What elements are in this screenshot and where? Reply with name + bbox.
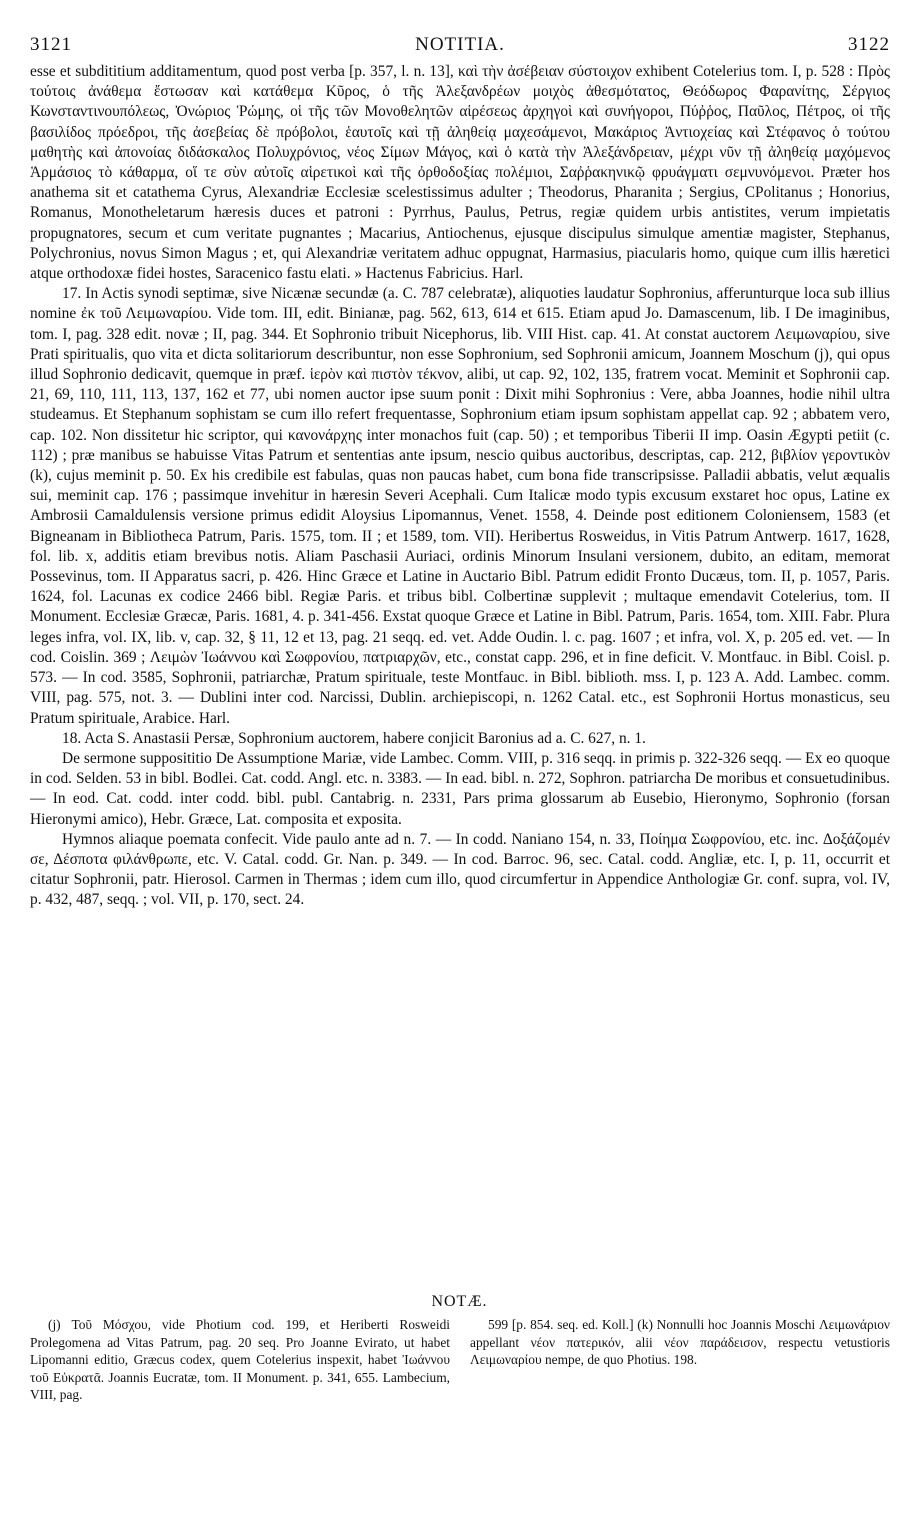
page-number-left: 3121 — [30, 34, 72, 55]
main-text — [30, 62, 890, 911]
footnote-k: 599 [p. 854. seq. ed. Koll.] (k) Nonnulli hoc Joannis Moschi Λειμωνάριον appellant νέον πατερικόν, alii νέον παράδεισον, respectu vetustioris Λειμωναρίου nempe, de quo Photius. 198. — [470, 1317, 890, 1367]
page-header — [30, 34, 890, 60]
paragraph-hymnos: Hymnos aliaque poemata confecit. Vide paulo ante ad n. 7. — In codd. Naniano 154, n. 33, Ποίημα Σωφρονίου, etc. inc. Δοξάζομέν σε, Δέσποτα φιλάνθρωπε, etc. V. Catal. codd. Gr. Nan. p. 349. — In cod. Barroc. 96, sec. Catal. codd. Angliæ, etc. I, p. 11, occurrit et citatur Sophronii, patr. Hierosol. Carmen in Thermas ; idem cum illo, quod circumfertur in Appendice Anthologiæ Gr. conf. supra, vol. IV, p. 432, 487, seqq. ; vol. VII, p. 170, sect. 24. — [30, 830, 890, 909]
footnote-column-right — [470, 1316, 890, 1369]
notes-heading: NOTÆ. — [431, 1293, 488, 1310]
running-title: NOTITIA. — [415, 34, 505, 55]
footnote-j: (j) Τοῦ Μόσχου, vide Photium cod. 199, et Heriberti Rosweidi Prolegomena ad Vitas Patrum, pag. 20 seq. Pro Joanne Evirato, ut habet Lipomanni editio, Græcus codex, quem Cotelerius inspexit, habet Ἰωάννου τοῦ Εὐκρατᾶ. Joannis Eucratæ, tom. II Monument. p. 341, 655. Lambecium, VIII, pag. — [30, 1317, 450, 1402]
paragraph-assumptione: De sermone supposititio De Assumptione Mariæ, vide Lambec. Comm. VIII, p. 316 seqq. in primis p. 322-326 seqq. — Ex eo quoque in cod. Selden. 53 in bibl. Bodlei. Cat. codd. Angl. etc. n. 3383. — In ead. bibl. n. 272, Sophron. patriarcha De moribus et consuetudinibus. — In eod. Cat. codd. inter codd. bibl. publ. Cantabrig. n. 2331, Pars prima glossarum ab Eusebio, Hieronymo, Sophronio (forsan Hieronymi amico), Hebr. Græce, Lat. composita et exposita. — [30, 749, 890, 828]
paragraph-18: 18. Acta S. Anastasii Persæ, Sophronium auctorem, habere conjicit Baronius ad a. C. 627, n. 1. — [62, 729, 646, 747]
page-number-right: 3122 — [848, 34, 890, 55]
paragraph-continuation: esse et subdititium additamentum, quod post verba [p. 357, l. n. 13], καὶ τὴν ἀσέβειαν σύστοιχον exhibent Cotelerius tom. I, p. 528 : Πρὸς τούτοις ἀνάθεμα ἔστωσαν καὶ κατάθεμα Κῦρος, ὁ τῆς Ἀλεξανδρέων μοιχὸς ἀθεσμότατος, Θεόδωρος Φαρανίτης, Σέργιος Κωνσταντινουπόλεως, Ὀνώριος Ῥώμης, οἱ τῆς τῶν Μονοθελητῶν αἱρέσεως ἀρχηγοὶ καὶ συνήγοροι, Πύῤῥος, Παῦλος, Πέτρος, οἱ τῆς βασιλίδος πρόεδροι, τῆς ἀσεβείας δὲ πρόβολοι, ἑαυτοῖς καὶ τῇ ἀληθείᾳ μαχεσάμενοι, Μακάριος Ἀντιοχείας καὶ Στέφανος ὁ τούτου μαθητὴς καὶ ἀπονοίας διδάσκαλος Πολυχρόνιος, νέος Σίμων Μάγος, καὶ ὁ κατὰ τὴν Ἀλεξάνδρειαν, μέχρι νῦν τῇ ἀληθείᾳ μαχόμενος Ἁρμάσιος τὸ κάθαρμα, οἵ τε σὺν αὐτοῖς αἱρετικοὶ καὶ τῆς ὀρθοδοξίας πολέμιοι, Σαῤῥακηνικῷ φρυάγματι σεμνυνόμενοι. Præter hos anathema sit et catathema Cyrus, Alexandriæ Ecclesiæ scelestissimus adulter ; Theodorus, Pharanita ; Sergius, CPolitanus ; Honorius, Romanus, Monotheletarum hæresis duces et patroni : Pyrrhus, Paulus, Petrus, regiæ quidem urbis antistites, verum impietatis propugnatores, secum et cum veritate pugnantes ; Macarius, Antiochenus, ejusque discipulus simulque amentiæ magister, Stephanus, Polychronius, novus Simon Magus ; et, qui Alexandriæ veritatem adhuc oppugnat, Harmasius, piacularis homo, quique cum illis hæretici atque orthodoxæ fidei hostes, Saracenico fastu elati. » Hactenus Fabricius. Harl. — [30, 63, 890, 283]
footnote-column-left — [30, 1316, 450, 1404]
paragraph-17: 17. In Actis synodi septimæ, sive Nicænæ secundæ (a. C. 787 celebratæ), aliquoties laudatur Sophronius, afferunturque loca sub illius nomine ἐκ τοῦ Λειμωναρίου. Vide tom. III, edit. Binianæ, pag. 562, 613, 614 et 615. Etiam apud Jo. Damascenum, lib. I De imaginibus, tom. I, pag. 328 edit. novæ ; II, pag. 344. Et Sophronio tribuit Nicephorus, lib. VIII Hist. cap. 41. At constat auctorem Λειμωναρίου, sive Prati spiritualis, quo vita et dicta solitariorum describuntur, non esse Sophronium, sed Sophronii amicum, Joannem Moschum (j), qui opus illud Sophronio dedicavit, quemque in præf. ἱερὸν καὶ πιστὸν τέκνον, alibi, ut cap. 92, 102, 135, fratrem vocat. Meminit et Sophronii cap. 21, 69, 110, 111, 113, 137, 162 et 77, ubi nomen auctor ipse suum ponit : Dixit mihi Sophronius : Vere, abba Joannes, hodie nihil ultra studeamus. Et Stephanum sophistam se cum illo refert frequentasse, Sophronium etiam ipsum sophistam appellat cap. 92 ; abbatem vero, cap. 102. Non dissitetur hic scriptor, qui κανονάρχης inter monachos fuit (cap. 50) ; et temporibus Tiberii II imp. Oasin Ægypti petiit (c. 112) ; præ manibus se habuisse Vitas Patrum et sententias ante ipsum, nescio quibus auctoribus, descriptas, cap. 212, βιβλίον γεροντικὸν (k), cujus meminit p. 50. Ex his credibile est fabulas, quas non paucas habet, cum bona fide transcripsisse. Palladii abbatis, velut æqualis sui, meminit cap. 176 ; passimque invehitur in hæresin Severi Acephali. Cum Italicæ modo typis excusum exstaret hoc opus, Latine ex Ambrosii Camaldulensis versione primus edidit Aloysius Lipomannus, Venet. 1558, 4. Deinde post editionem Coloniensem, 1583 (et Bigneanam in Bibliotheca Patrum, Paris. 1575, tom. II ; et 1589, tom. VII). Heribertus Rosweidus, in Vitis Patrum Antwerp. 1617, 1628, fol. lib. x, additis etiam brevibus notis. Aliam Paschasii Auriaci, ordinis Minorum Insulani versionem, dubito, an editam, memorat Possevinus, tom. II Apparatus sacri, p. 426. Hinc Græce et Latine in Auctario Bibl. Patrum edidit Fronto Ducæus, tom. II, p. 1057, Paris. 1624, fol. Lacunas ex codice 2466 bibl. Regiæ Paris. et tribus bibl. Colbertinæ supplevit ; multaque emendavit Cotelerius, tom. II Monument. Ecclesiæ Græcæ, Paris. 1681, 4. p. 341-456. Exstat quoque Græce et Latine in Bibl. Patrum, Paris. 1654, tom. XIII. Fabr. Plura leges infra, vol. IX, lib. v, cap. 32, § 11, 12 et 13, pag. 21 seqq. ed. vet. Adde Oudin. l. c. pag. 1607 ; et infra, vol. X, p. 205 ed. vet. — In cod. Coislin. 369 ; Λειμὼν Ἰωάννου καὶ Σωφρονίου, πατριαρχῶν, etc., constat capp. 296, et in fine deficit. V. Montfauc. in Bibl. Coisl. p. 573. — In cod. 3585, Sophronii, patriarchæ, Pratum spirituale, teste Montfauc. in Bibl. biblioth. mss. I, p. 123 A. Add. Lambec. comm. VIII, pag. 575, not. 3. — Dublini inter cod. Narcissi, Dublin. archiepiscopi, n. 1262 Catal. etc., est Sophronii Hortus monasticus, seu Pratum spirituale, Arabice. Harl. — [30, 285, 890, 727]
